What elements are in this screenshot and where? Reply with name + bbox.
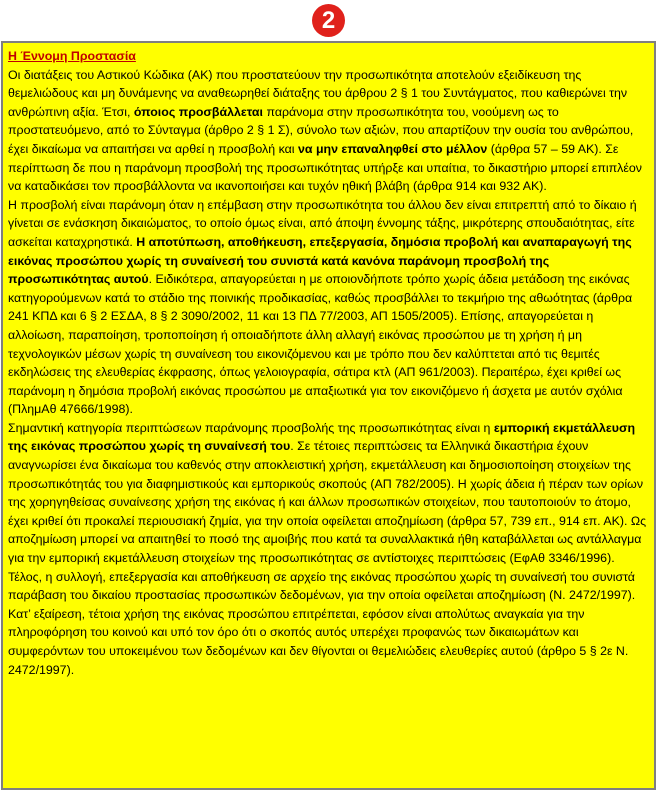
paragraph-text: (άρθρα 57 – 59 ΑΚ). Σε περίπτωση δε που η παράνομη προσβολή της προσωπικότητας υπήρξε και υπαίτια, το δικαστήριο μπορεί επιπλέον να καταδικάσει τον προσβάλλοντα να ικανοποιήσει και τυχόν ηθική βλάβη (άρθρα 914 και 932 ΑΚ). (8, 141, 642, 194)
paragraph-text: Τέλος, η συλλογή, επεξεργασία και αποθήκευση σε αρχείο της εικόνας προσώπου χωρίς τη συναίνεσή του συνιστά παράβαση του δικαίου προστασίας προσωπικών δεδομένων, για την οποία οφείλεται αποζημίωση (Ν. 2472/1997). Κατ’ εξαίρεση, τέτοια χρήση της εικόνας προσώπου επιτρέπεται, εφόσον είναι απολύτως αναγκαία για την πληροφόρηση του κοινού και υπό τον όρο ότι ο σκοπός αυτός υπερέχει προφανώς των δικαιωμάτων και συμφερόντων του υποκειμένου των δεδομένων και δεν θίγονται οι θεμελιώδεις ελευθερίες αυτού (άρθρο 5 § 2ε Ν. 2472/1997). (8, 569, 636, 677)
section-title: Η Έννομη Προστασία (8, 49, 136, 63)
paragraph-4 (8, 568, 648, 680)
emphasis-text: Η αποτύπωση, αποθήκευση, επεξεργασία, δημόσια προβολή και αναπαραγωγή της εικόνας προσώπου χωρίς τη συναίνεσή του συνιστά κατά κανόνα παράνομη προσβολή της προσωπικότητας αυτού (8, 234, 632, 287)
paragraph-2 (8, 196, 648, 419)
legal-protection-panel (1, 41, 656, 790)
section-number-badge: 2 (312, 4, 345, 37)
paragraph-text: Η προσβολή είναι παράνομη όταν η επέμβαση στην προσωπικότητα του άλλου δεν είναι επιτρεπτή από το δίκαιο ή γίνεται σε ενάσκηση δικαιώματος, το οποίο όμως είναι, από άποψη έννομης τάξης, μικρότερης σπουδαιότητας, είτε ασκείται καταχρηστικά. (8, 197, 637, 249)
paragraph-text: Οι διατάξεις του Αστικού Κώδικα (ΑΚ) που προστατεύουν την προσωπικότητα αποτελούν εξειδίκευση της θεμελιώδους και μη δυνάμενης να αναθεωρηθεί διάταξης του άρθρου 2 § 1 του Συντάγματος, που καθιερώνει την ανθρώπινη αξία. Έτσι, (8, 67, 628, 119)
emphasis-text: όποιος προσβάλλεται (133, 104, 263, 119)
emphasis-text: εμπορική εκμετάλλευση της εικόνας προσώπου χωρίς τη συναίνεσή του (8, 420, 636, 454)
paragraph-3 (8, 419, 648, 568)
paragraph-1 (8, 66, 648, 196)
paragraph-text: παράνομα στην προσωπικότητα του, νοούμενη ως το προστατευόμενο, από το Σύνταγμα (άρθρο 2 § 1 Σ), σύνολο των αξιών, που απαρτίζουν την ουσία του ανθρώπου, έχει δικαίωμα να απαιτήσει να αρθεί η προσβολή και (8, 104, 634, 156)
paragraph-text: . Ειδικότερα, απαγορεύεται η με οποιονδήποτε τρόπο χωρίς άδεια μετάδοση της εικόνας κατηγορούμενων κατά το στάδιο της ποινικής προδικασίας, καθώς προσβάλλει το τεκμήριο της αθωότητας (άρθρα 241 ΚΠΔ και 6 § 2 ΕΣΔΑ, 8 § 2 3090/2002, 11 και 13 ΠΔ 77/2003, ΑΠ 1505/2005). Επίσης, απαγορεύεται η αλλοίωση, παραποίηση, τροποποίηση ή οποιαδήποτε άλλη αλλαγή εικόνας προσώπου με τη χρήση ή μη τεχνολογικών μέσων χωρίς τη συναίνεση του εικονιζόμενου και με τρόπο που δεν καλύπτεται από τις θεμιτές εκδηλώσεις της ελευθερίας έκφρασης, όπως γελοιογραφία, σάτιρα κτλ (ΑΠ 961/2003). Περαιτέρω, έχει κριθεί ως παράνομη η δημόσια προβολή εικόνας προσώπου με απαξιωτικά για τον εικονιζόμενο ή άσχετα με αυτόν σχόλια (ΠλημΑθ 47666/1998). (8, 272, 633, 417)
paragraph-text: Σημαντική κατηγορία περιπτώσεων παράνομης προσβολής της προσωπικότητας είναι η (8, 420, 494, 435)
paragraph-text: . Σε τέτοιες περιπτώσεις τα Ελληνικά δικαστήρια έχουν αναγνωρίσει ένα δικαίωμα του καθενός στην αποκλειστική χρήση, εκμετάλλευση και δημοσιοποίηση στοιχείων της προσωπικότητάς του για διαφημιστικούς και εμπορικούς σκοπούς (ΑΠ 782/2005). Η χωρίς άδεια ή πέραν των ορίων της χορηγηθείσας συναίνεσης χρήση της εικόνας ή και άλλων προσωπικών στοιχείων, που ταυτοποιούν το άτομο, έχει κριθεί ότι προκαλεί περιουσιακή ζημία, για την οποία οφείλεται αποζημίωση (άρθρα 57, 739 επ., 914 επ. ΑΚ). Ως αποζημίωση μπορεί να απαιτηθεί το ποσό της αμοιβής που κατά τα συναλλακτικά ήθη καταβάλλεται ως αντάλλαγμα για την εμπορική εκμετάλλευση στοιχείων της προσωπικότητας σε αντίστοιχες περιπτώσεις (ΕφΑθ 3346/1996). (8, 439, 647, 566)
emphasis-text: να μην επαναληφθεί στο μέλλον (298, 141, 488, 156)
